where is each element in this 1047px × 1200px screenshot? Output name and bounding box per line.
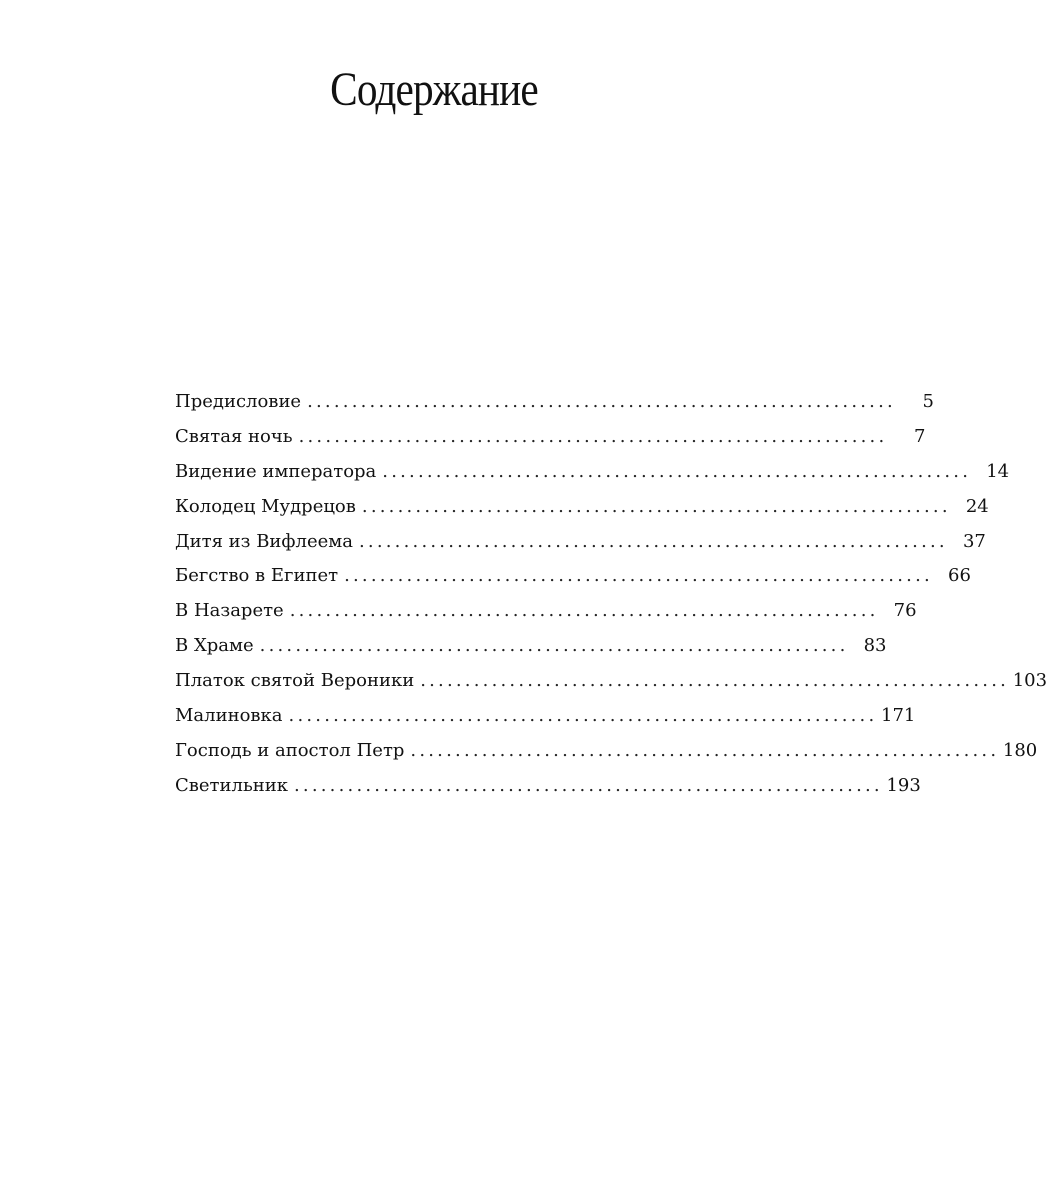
dot-leader: ..................................................................: [289, 600, 879, 622]
toc-entry-title: Предисловие: [175, 391, 302, 412]
toc-entry: [175, 559, 971, 594]
toc-entry-page: 7: [913, 425, 926, 447]
dot-leader: ..................................................................: [288, 705, 878, 727]
toc-entry-title: В Храме: [175, 635, 254, 657]
toc-entry: [175, 420, 926, 455]
dot-leader: ..................................................................: [294, 774, 883, 796]
toc-entry-page: 83: [863, 635, 887, 657]
toc-entry-title: Платок святой Вероники: [175, 670, 415, 692]
toc-entry-page: 14: [986, 460, 1010, 482]
toc-entry-title: Господь и апостол Петр: [175, 739, 405, 761]
toc-entry-page: 5: [922, 391, 934, 412]
toc-entry: [175, 385, 934, 420]
dot-leader: ..................................................................: [420, 670, 1010, 692]
toc-entry-title: Святая ночь: [175, 425, 293, 447]
toc-entry-page: 180: [1002, 739, 1038, 761]
toc-entry: [175, 594, 917, 629]
toc-entry: [175, 525, 986, 560]
dot-leader: ..................................................................: [298, 425, 888, 447]
toc-entry-title: Видение императора: [175, 460, 377, 482]
dot-leader: ..................................................................: [382, 460, 972, 482]
dot-leader: ..................................................................: [410, 739, 1000, 761]
toc-entry-page: 76: [893, 600, 917, 622]
toc-entry: [175, 629, 887, 664]
toc-entry-page: 193: [886, 774, 921, 796]
toc-entry-title: В Назарете: [175, 600, 284, 622]
dot-leader: ..................................................................: [359, 530, 948, 552]
toc-entry-page: 37: [962, 530, 986, 552]
toc-entry: [175, 734, 1038, 769]
toc-entry-page: 171: [881, 705, 916, 727]
toc-entry: [175, 664, 1047, 699]
dot-leader: ..................................................................: [307, 391, 896, 412]
toc-entry-title: Колодец Мудрецов: [175, 495, 356, 517]
toc-entry-page: 103: [1012, 670, 1047, 692]
table-of-contents: [175, 385, 1047, 804]
toc-entry-page: 24: [965, 495, 989, 517]
toc-entry: [175, 769, 921, 804]
toc-entry-title: Малиновка: [175, 705, 283, 727]
toc-entry-title: Бегство в Египет: [175, 565, 339, 587]
toc-entry: [175, 490, 989, 525]
toc-entry: [175, 699, 916, 734]
page-title: Содержание: [330, 63, 538, 116]
dot-leader: ..................................................................: [259, 635, 849, 657]
dot-leader: ..................................................................: [344, 565, 933, 587]
dot-leader: ..................................................................: [361, 495, 951, 517]
toc-entry-title: Дитя из Вифлеема: [175, 530, 353, 552]
toc-entry-page: 66: [948, 565, 971, 587]
toc-entry-title: Светильник: [175, 774, 288, 796]
toc-entry: [175, 455, 1010, 490]
